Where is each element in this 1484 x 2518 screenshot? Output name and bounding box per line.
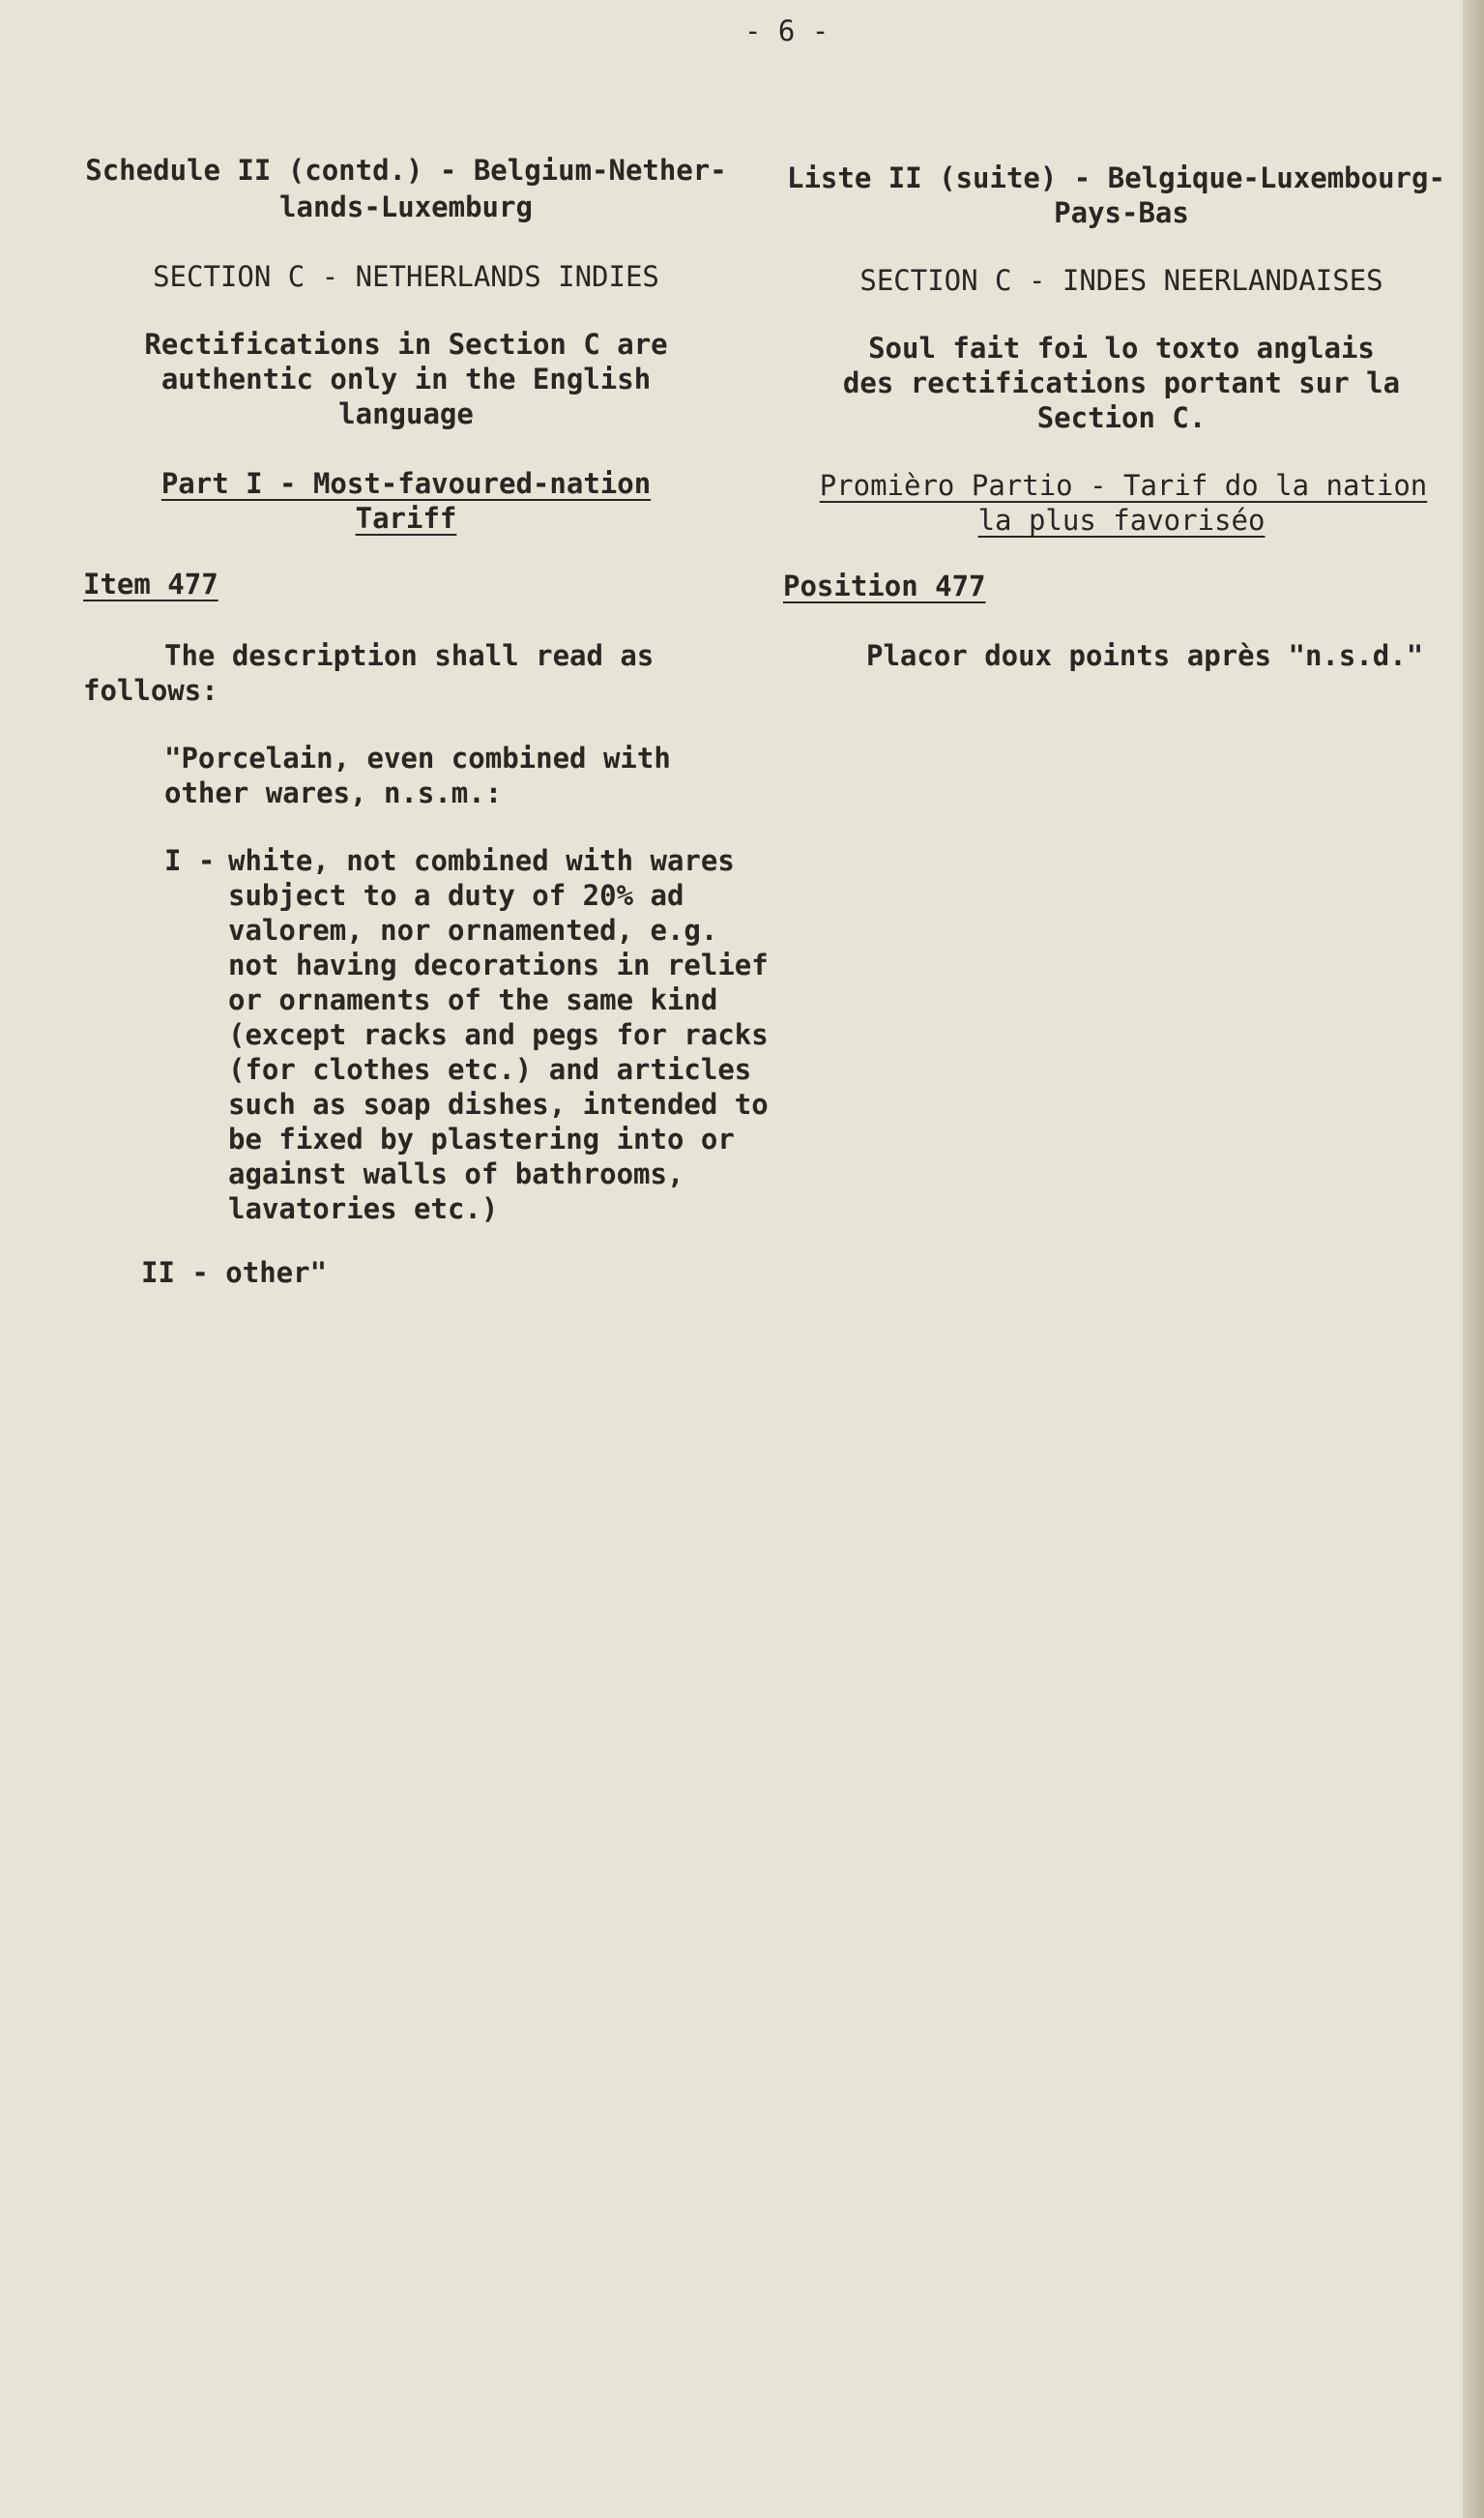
left-quote-line1: "Porcelain, even combined with [164,742,671,775]
left-quote-line2: other wares, n.s.m.: [164,776,503,809]
right-desc-line1: Placor doux points après "n.s.d." [866,639,1424,672]
left-heading-line1: Schedule II (contd.) - Belgium-Nether- [85,154,727,187]
right-part-line1: Promièro Partio - Tarif do la nation [819,469,1428,502]
right-part-line2: la plus favoriséo [977,504,1266,537]
left-part-line2: Tariff [355,502,457,535]
left-sub-I-line: against walls of bathrooms, [228,1157,684,1190]
left-sub-II: II - other" [141,1256,328,1289]
left-part-title [77,466,735,501]
right-heading-line1: Liste II (suite) - Belgique-Luxembourg- [787,161,1445,194]
left-sub-I-line: such as soap dishes, intended to [228,1088,769,1121]
right-note-line1: Soul fait foi lo toxto anglais [868,332,1375,365]
left-sub-I-label: I - [164,844,216,877]
left-section-title: SECTION C - NETHERLANDS INDIES [153,260,659,293]
left-sub-I-line: or ornaments of the same kind [228,983,718,1016]
left-sub-I-line: white, not combined with wares [228,844,735,877]
left-sub-I-line: valorem, nor ornamented, e.g. [228,914,718,947]
left-desc-line1: The description shall read as [164,639,655,672]
left-heading-line2: lands-Luxemburg [279,190,533,223]
left-note-line3: language [338,397,474,430]
left-sub-I-line: not having decorations in relief [228,949,769,981]
left-part-line1: Part I - Most-favoured-nation [160,467,652,500]
right-part-title-2 [783,503,1460,538]
left-sub-I-line: lavatories etc.) [228,1192,499,1225]
left-desc-line2: follows: [83,674,218,707]
right-note-line3: Section C. [1036,401,1207,434]
right-item-label: Position 477 [783,570,986,602]
page-number: - 6 - [744,15,829,47]
left-part-title-2 [77,501,735,536]
right-section-title: SECTION C - INDES NEERLANDAISES [859,264,1383,297]
left-note-line2: authentic only in the English [160,363,652,395]
right-heading-line2: Pays-Bas [1054,196,1189,229]
left-sub-I-line: (for clothes etc.) and articles [228,1053,752,1086]
page-edge [1463,0,1484,2518]
right-part-title [785,468,1462,503]
left-sub-I-line: (except racks and pegs for racks [228,1018,769,1051]
left-note-line1: Rectifications in Section C are [144,328,668,361]
left-sub-I-line: be fixed by plastering into or [228,1123,735,1156]
left-sub-I-line: subject to a duty of 20% ad [228,879,684,912]
right-note-line2: des rectifications portant sur la [842,366,1401,399]
left-item-label: Item 477 [83,568,218,600]
